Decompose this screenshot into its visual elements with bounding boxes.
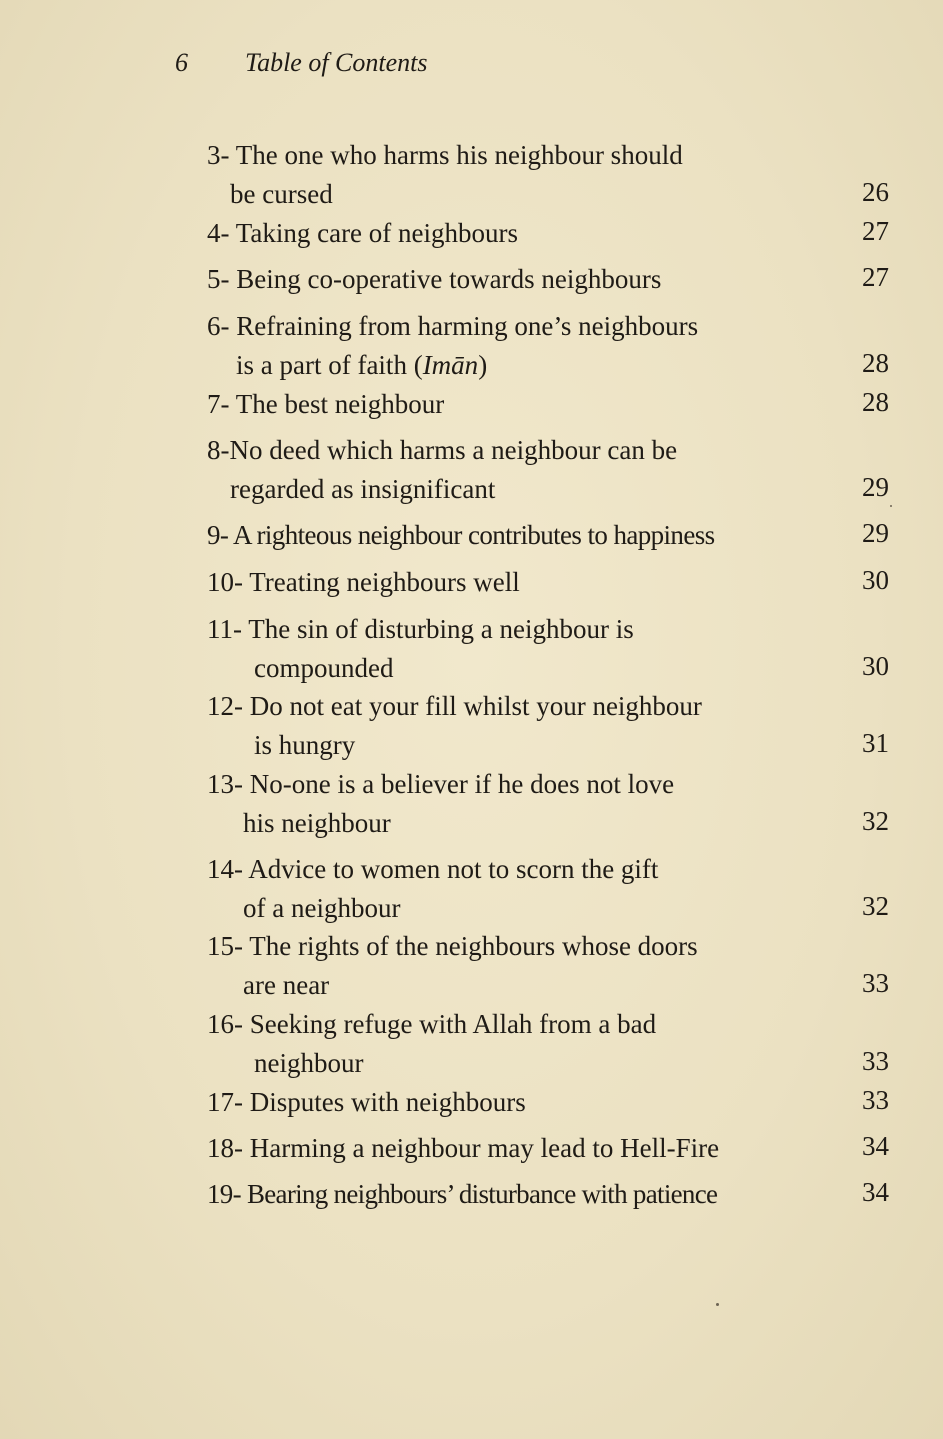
toc-entry-title: 11- The sin of disturbing a neighbour is [207, 614, 634, 644]
toc-entry-title-continued: compounded [254, 653, 394, 683]
toc-page-number: 34 [862, 1177, 889, 1207]
toc-entry-title-continued: neighbour [254, 1048, 364, 1078]
toc-entry-title-continued: are near [243, 970, 330, 1000]
toc-page-number: 30 [862, 651, 889, 681]
toc-entry-title: 10- Treating neighbours well [207, 567, 520, 597]
toc-page-number: 28 [862, 387, 889, 417]
toc-entry-title: 13- No-one is a believer if he does not love [207, 769, 675, 799]
toc-entry-title: 7- The best neighbour [207, 389, 445, 419]
toc-page-number: 29 [862, 518, 889, 548]
running-header [175, 44, 428, 82]
toc-entry-title-continued: is a part of faith (Imān) [236, 350, 488, 380]
toc-entry-title: 9- A righteous neighbour contributes to happiness [207, 520, 715, 550]
toc-page-number: 29 [862, 472, 889, 502]
toc-entry-title: 15- The rights of the neighbours whose doors [207, 931, 698, 961]
toc-page-number: 32 [862, 891, 889, 921]
toc-entry-title: 12- Do not eat your fill whilst your neighbour [207, 691, 702, 721]
toc-entry-title-continued: his neighbour [243, 808, 391, 838]
toc-page-number: 26 [862, 177, 889, 207]
toc-page-number: 27 [862, 262, 889, 292]
toc-page-number: 33 [862, 968, 889, 998]
toc-page-number: 30 [862, 565, 889, 595]
toc-entry-title-continued: of a neighbour [243, 893, 401, 923]
toc-page-number: 27 [862, 216, 889, 246]
toc-page-number: 34 [862, 1131, 889, 1161]
toc-page-number: 33 [862, 1085, 889, 1115]
toc-entry-title-continued: regarded as insignificant [230, 474, 496, 504]
toc-entry-title: 8-No deed which harms a neighbour can be [207, 435, 678, 465]
toc-entry-title: 16- Seeking refuge with Allah from a bad [207, 1009, 657, 1039]
toc-entry-title: 5- Being co-operative towards neighbours [207, 264, 662, 294]
page-number: 6 [175, 48, 188, 77]
paper-speck [890, 505, 892, 507]
running-title: Table of Contents [245, 48, 428, 77]
toc-entry-title: 4- Taking care of neighbours [207, 218, 519, 248]
toc-page-number: 28 [862, 348, 889, 378]
toc-entry-title-continued: be cursed [230, 179, 333, 209]
toc-entry-title: 6- Refraining from harming one’s neighbours [207, 311, 699, 341]
toc-entry-title: 17- Disputes with neighbours [207, 1087, 526, 1117]
toc-entry-title-continued: is hungry [254, 730, 356, 760]
toc-entry-title: 14- Advice to women not to scorn the gift [207, 854, 659, 884]
toc-page-number: 33 [862, 1046, 889, 1076]
arabic-term: Imān [422, 350, 479, 380]
toc-entry-title: 18- Harming a neighbour may lead to Hell-Fire [207, 1133, 720, 1163]
toc-page-number: 32 [862, 806, 889, 836]
paper-speck [716, 1303, 719, 1306]
toc-entry-title: 19- Bearing neighbours’ disturbance with patience [207, 1179, 718, 1209]
toc-entry-title: 3- The one who harms his neighbour should [207, 140, 683, 170]
toc-page-number: 31 [862, 728, 889, 758]
